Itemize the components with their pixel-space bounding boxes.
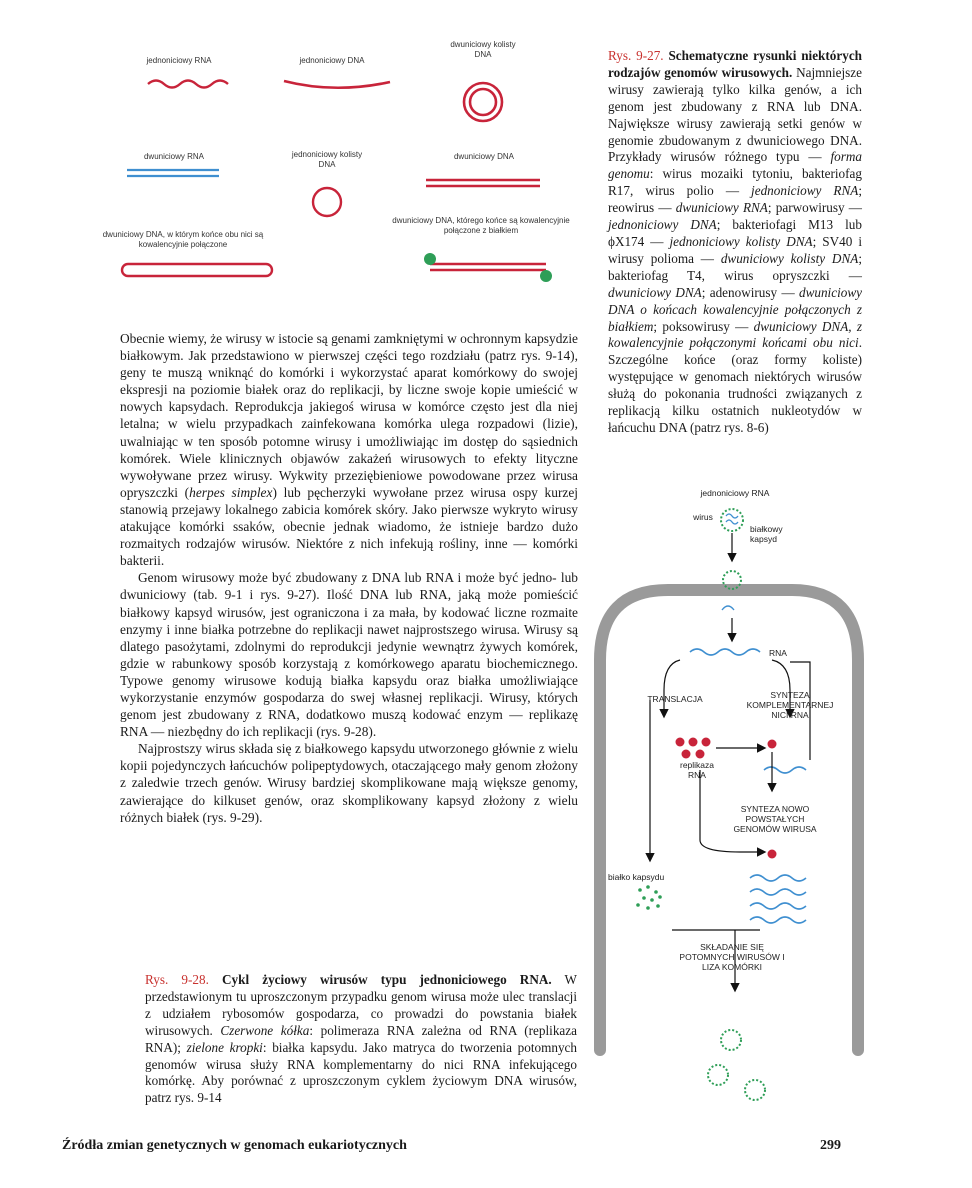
label-complementary-synthesis: SYNTEZA KOMPLEMENTARNEJ NICI RNA	[746, 690, 834, 720]
label-ss-circular-dna: jednoniciowy kolisty DNA	[291, 150, 363, 169]
label-ds-circular-dna: dwuniciowy kolisty DNA	[450, 40, 516, 59]
label-capsid: białkowy kapsyd	[750, 524, 783, 544]
label-ds-rna: dwuniciowy RNA	[143, 152, 205, 161]
caption-27-title: Schematyczne rysunki niektórych rodzajów genomów wirusowych.	[608, 48, 863, 80]
replicase-dot	[768, 850, 777, 859]
label-ds-dna-closed: dwuniciowy DNA, w którym końce obu nici są kowalencyjnie połączone	[102, 230, 264, 249]
page-number: 299	[820, 1138, 841, 1153]
label-rna: RNA	[769, 648, 787, 658]
label-translation: TRANSLACJA	[647, 694, 703, 704]
running-footer-title: Źródła zmian genetycznych w genomach eukariotycznych	[62, 1138, 407, 1153]
replicase-dot	[682, 750, 691, 759]
replicase-dot	[702, 738, 711, 747]
replicase-dot	[768, 740, 777, 749]
label-replicase: replikaza RNA	[679, 760, 715, 780]
label-capsid-protein: białko kapsydu	[608, 872, 665, 882]
label-ss-rna: jednoniciowy RNA	[146, 56, 212, 65]
label-ds-dna-protein: dwuniciowy DNA, którego końce są kowalencyjnie połączone z białkiem	[392, 216, 570, 235]
replicase-dot	[689, 738, 698, 747]
caption-fig-9-27: Rys. 9-27. Schematyczne rysunki niektórych rodzajów genomów wirusowych. Najmniejsze wirusy zawierają tylko kilka genów, a ich genom jest zbudowany z RNA lub DNA. Największe wirusy zawierają setki genów w genomie zbudowanym z dwuniciowego DNA. Przykłady wirusów różnego typu — forma genomu: wirus mozaiki tytoniu, bakteriofag R17, wirus polio — jednoniciowy RNA; reowirus — dwuniciowy RNA; parwowirusy — jednoniciowy DNA; bakteriofagi M13 lub ϕX174 — jednoniciowy kolisty DNA; SV40 i wirusy polioma — dwuniciowy kolisty DNA; bakteriofag T4, wirus opryszczki — dwuniciowy DNA; adenowirusy — dwuniciowy DNA o końcach kowalencyjnie połączonych z białkiem; poksowirusy — dwuniciowy DNA, z kowalencyjnie połączonymi końcami obu nici. Szczególne końce (oraz formy koliste) występujące w genomach niektórych wirusów służą do pokonania trudności związanych z replikacją kilku ostatnich nukleotydów w łańcuchu DNA (patrz rys. 8-6)	[608, 48, 863, 435]
label-assembly: SKŁADANIE SIĘ POTOMNYCH WIRUSÓW I LIZA KOMÓRKI	[679, 942, 785, 972]
replicase-dot	[696, 750, 705, 759]
body-paragraph-2: Genom wirusowy może być zbudowany z DNA lub RNA i może być jedno- lub dwuniciowy (tab. 9-1 i rys. 9-27). Ilość DNA lub RNA, jaką może pomieścić białkowy kapsyd wirusów, jest ograniczona i za mała, by kodować liczne rozmaite enzymy i inne białka potrzebne do replikacji nawet najprostszego wirusa. Wirusy są dlatego pasożytami, zdolnymi do reprodukcji jedynie wewnątrz żywych komórek, gdzie w rabunkowy sposób korzystają z komórkowego aparatu biochemicznego. Typowe genomy wirusowe kodują białka kapsydu oraz białka umożliwiające wykorzystanie enzymów gospodarza do swej własnej replikacji. Wirusy, których genom jest zbudowany z RNA, dodatkowo muszą kodować enzym — replikazę RNA — niezbędny do ich replikacji (rys. 9-28).	[120, 570, 578, 740]
caption-fig-9-28: Rys. 9-28. Cykl życiowy wirusów typu jednoniciowego RNA. W przedstawionym tu uproszczonym przypadku genom wirusa może ulec translacji z udziałem rybosomów gospodarza, co prowadzi do powstania białek wirusowych. Czerwone kółka: polimeraza RNA zależna od RNA (replikaza RNA); zielone kropki: białka kapsydu. Jako matryca do tworzenia potomnych genomów wirusa służy RNA komplementarny do nici RNA infekującego komórkę. Aby porównać z uproszczonym cyklem życiowym DNA wirusów, patrz rys. 9-14	[145, 972, 578, 1106]
label-ds-dna: dwuniciowy DNA	[453, 152, 515, 161]
genomic-rna	[690, 649, 760, 655]
progeny-virus-icon	[721, 1030, 741, 1050]
caption-28-ref: Rys. 9-28.	[145, 972, 209, 987]
virus-particle-icon	[721, 509, 743, 531]
label-virus: wirus	[693, 512, 713, 522]
caption-27-ref: Rys. 9-27.	[608, 48, 664, 63]
caption-28-title: Cykl życiowy wirusów typu jednoniciowego RNA.	[222, 972, 552, 987]
label-ss-dna: jednoniciowy DNA	[299, 56, 365, 65]
body-paragraph-3: Najprostszy wirus składa się z białkowego kapsydu utworzonego głównie z wielu kopii pojedynczych łańcuchów polipeptydowych, otaczającego mały genom złożony z zaledwie trzech genów. Wirusy bardziej skomplikowane mają większe genomy, zawierające do kilkuset genów, oraz skomplikowany kapsyd złożony z wielu różnych białek (rys. 9-29).	[120, 741, 578, 825]
label-new-genomes: SYNTEZA NOWO POWSTAŁYCH GENOMÓW WIRUSA	[733, 804, 817, 834]
label-cycle-ss-rna: jednoniciowy RNA	[700, 488, 770, 498]
capsid-protein-dots	[636, 885, 662, 910]
body-paragraph-1: Obecnie wiemy, że wirusy w istocie są genami zamkniętymi w ochronnym kapsydzie białkowym. Jak przedstawiono w pierwszej części tego rozdziału (patrz rys. 9-14), geny te muszą wniknąć do komórki i wykorzystać aparat komórkowy do swojej ekspresji na poziomie białek oraz do replikacji, by liczne swoje kopie umieścić w nowych kapsydach. Reprodukcja jakiegoś wirusa w komórce często jest dla niej letalna; w wielu przypadkach zainfekowana komórka ulega rozpadowi (lizie), uwalniając w ten sposób potomne wirusy i umożliwiając im dostęp do sąsiednich komórek. Wiele klinicznych objawów zakażeń wirusowych to efekty lityczne wywoływane przez wirusy. Wykwity przeziębieniowe powodowane przez wirusa opryszczki (herpes simplex) lub pęcherzyki wywołane przez wirusa ospy kurzej stanowią przejawy lokalnego zabicia komórek skóry. Jako pierwsze wykryto wirusy atakujące komórki ssaków, obecnie jednak wiadomo, że istnieje bardzo dużo rozmaitych rodzajów wirusów. Niektóre z nich infekują rośliny, inne — komórki bakterii.	[120, 331, 579, 569]
replicase-dot	[676, 738, 685, 747]
progeny-virus-icon	[708, 1065, 728, 1085]
progeny-virus-icon	[745, 1080, 765, 1100]
